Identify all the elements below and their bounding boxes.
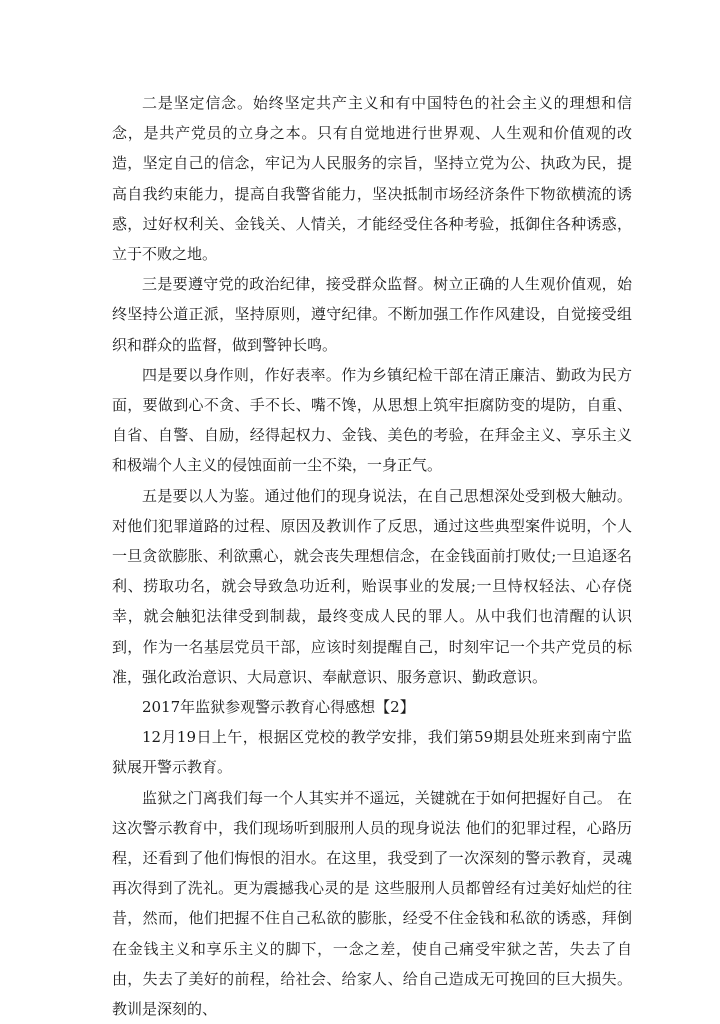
paragraph-example: 四是要以身作则，作好表率。作为乡镇纪检干部在清正廉洁、勤政为民方面，要做到心不贪、手不长、嘴不馋，从思想上筑牢拒腐防变的堤防，自重、自省、自警、自励，经得起权力、金钱、美色的考验，在拜金主义、享乐主义和极端个人主义的侵蚀面前一尘不染，一身正气。: [112, 365, 632, 475]
paragraph-visit-intro: 12月19日上午，根据区党校的教学安排，我们第59期县处班来到南宁监狱展开警示教育。: [112, 728, 632, 777]
paragraph-reflection: 监狱之门离我们每一个人其实并不遥远，关键就在于如何把握好自己。 在这次警示教育中，我们现场听到服刑人员的现身说法 他们的犯罪过程，心路历程，还看到了他们悔恨的泪水。在这里，我受到了一次深刻的警示教育，灵魂再次得到了洗礼。更为震撼我心灵的是 这些服刑人员都曾经有过美好灿烂的往昔，然而，他们把握不住自己私欲的膨胀，经受不住金钱和私欲的诱惑，拜倒在金钱主义和享乐主义的脚下，一念之差，使自己痛受牢狱之苦，失去了自由，失去了美好的前程，给社会、给家人、给自己造成无可挽回的巨大损失。教训是深刻的、: [112, 788, 632, 1019]
document-body: [112, 88, 632, 1024]
paragraph-faith: 二是坚定信念。始终坚定共产主义和有中国特色的社会主义的理想和信念，是共产党员的立身之本。只有自觉地进行世界观、人生观和价值观的改造，坚定自己的信念，牢记为人民服务的宗旨，坚持立党为公、执政为民，提高自我约束能力，提高自我警省能力，坚决抵制市场经济条件下物欲横流的诱惑，过好权利关、金钱关、人情关，才能经受住各种考验，抵御住各种诱惑，立于不败之地。: [112, 94, 632, 264]
section-heading: 2017年监狱参观警示教育心得感想【2】: [142, 698, 415, 717]
paragraph-lesson: 五是要以人为鉴。通过他们的现身说法，在自己思想深处受到极大触动。对他们犯罪道路的过程、原因及教训作了反思，通过这些典型案件说明，个人一旦贪欲膨胀、利欲熏心，就会丧失理想信念，在金钱面前打败仗;一旦追逐名利、捞取功名，就会导致急功近利，贻误事业的发展;一旦恃权轻法、心存侥幸，就会触犯法律受到制裁，最终变成人民的罪人。从中我们也清醒的认识到，作为一名基层党员干部，应该时刻提醒自己，时刻牢记一个共产党员的标准，强化政治意识、大局意识、奉献意识、服务意识、勤政意识。: [112, 486, 632, 686]
paragraph-discipline: 三是要遵守党的政治纪律，接受群众监督。树立正确的人生观价值观，始终坚持公道正派，坚持原则，遵守纪律。不断加强工作作风建设，自觉接受组织和群众的监督，做到警钟长鸣。: [112, 275, 632, 354]
